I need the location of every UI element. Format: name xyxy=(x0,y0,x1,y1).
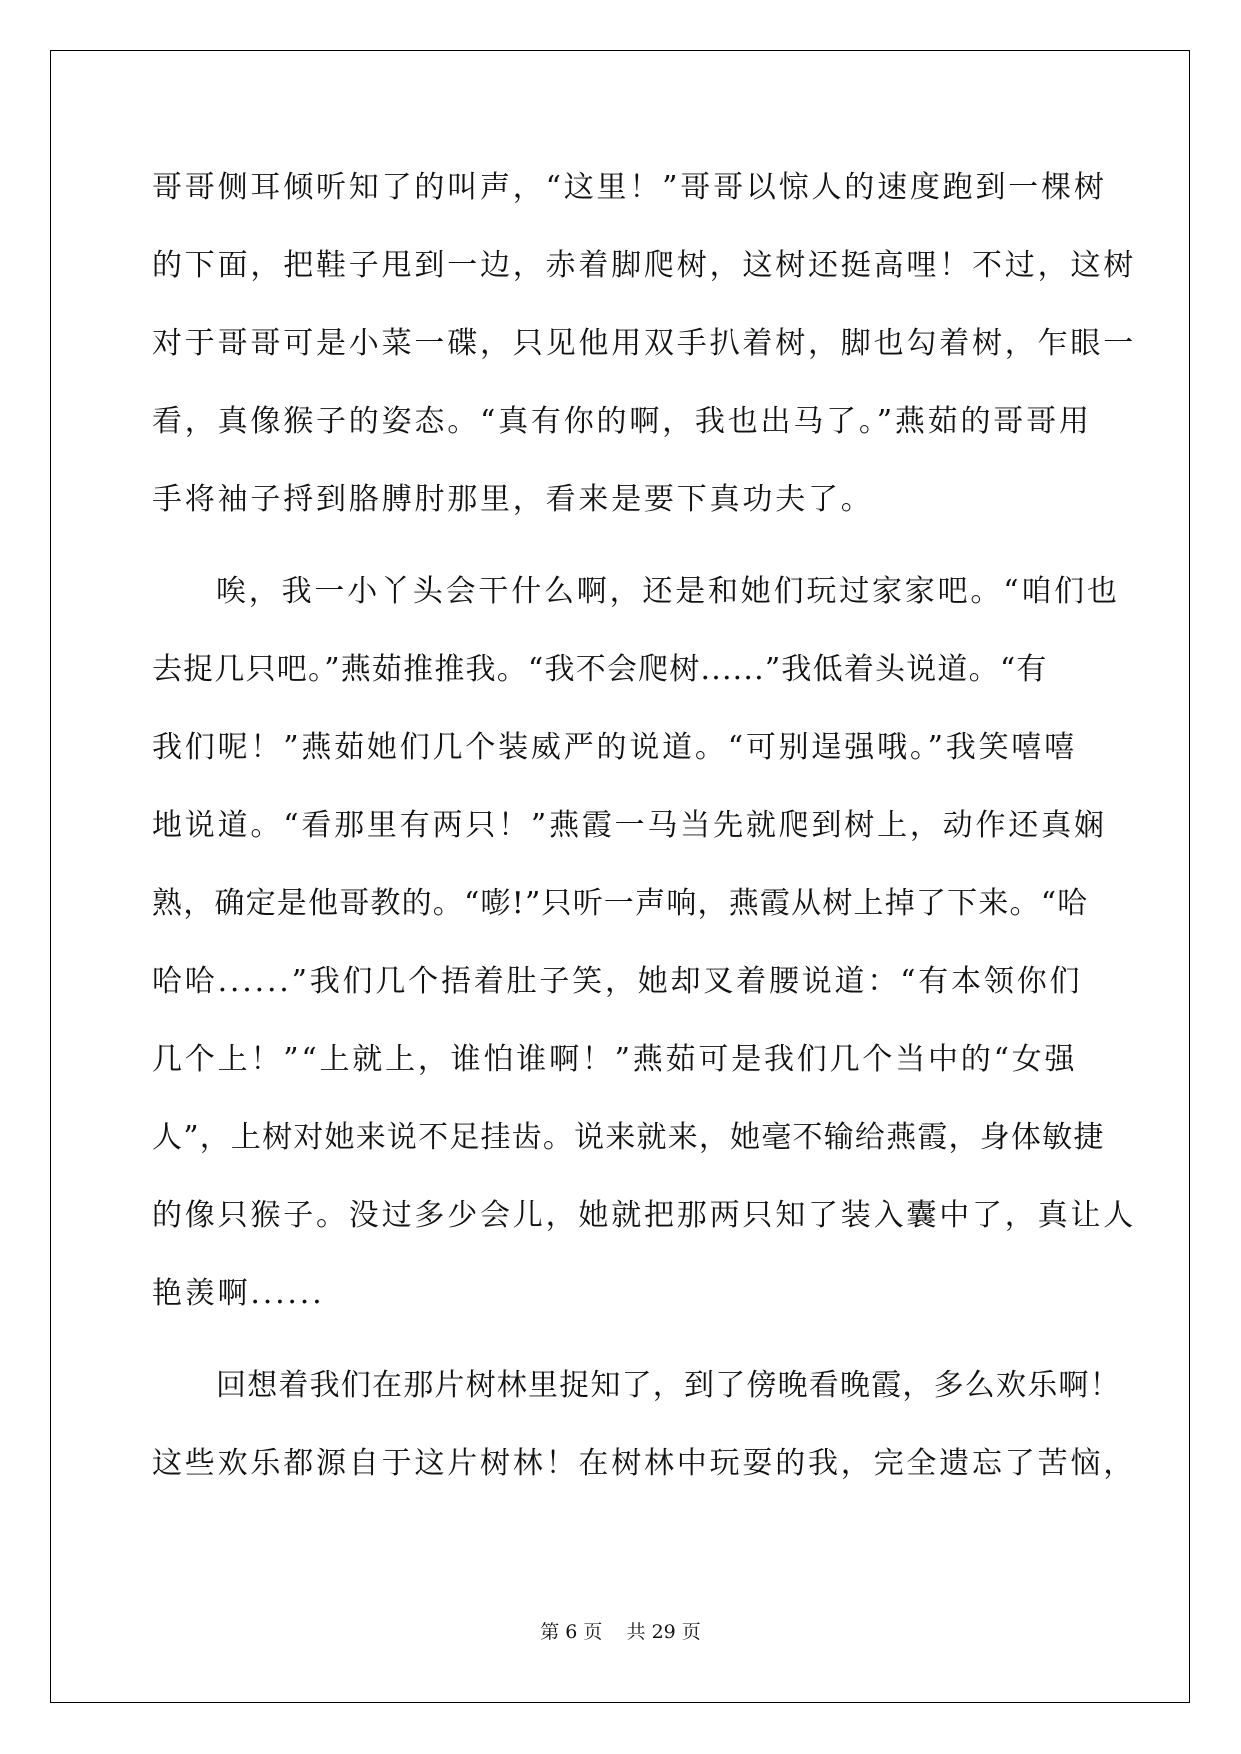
text-line: 哈哈......”我们几个捂着肚子笑，她却叉着腰说道：“有本领你们 xyxy=(152,964,1083,999)
text-line: 我们呢！”燕茹她们几个装威严的说道。“可别逞强哦。”我笑嘻嘻 xyxy=(152,730,1078,765)
text-line: 哥哥侧耳倾听知了的叫声，“这里！”哥哥以惊人的速度跑到一棵树 xyxy=(152,170,1107,205)
text-line: 这些欢乐都源自于这片树林！在树林中玩耍的我，完全遗忘了苦恼， xyxy=(152,1446,1136,1481)
text-line: 看，真像猴子的姿态。“真有你的啊，我也出马了。”燕茹的哥哥用 xyxy=(152,404,1092,439)
text-line: 的像只猴子。没过多少会儿，她就把那两只知了装入囊中了，真让人 xyxy=(152,1198,1136,1233)
text-line: 人”，上树对她来说不足挂齿。说来就来，她毫不输给燕霞，身体敏捷 xyxy=(152,1120,1105,1155)
text-line: 去捉几只吧。”燕茹推推我。“我不会爬树......”我低着头说道。“有 xyxy=(152,652,1048,687)
text-line: 熟，确定是他哥教的。“嘭!”只听一声响，燕霞从树上掉了下来。“哈 xyxy=(152,886,1089,921)
text-line: 几个上！”“上就上，谁怕谁啊！”燕茹可是我们几个当中的“女强 xyxy=(152,1042,1078,1077)
page-number-footer: 第 6 页 共 29 页 xyxy=(540,1621,701,1643)
document-body xyxy=(152,160,1136,1514)
text-line: 地说道。“看那里有两只！”燕霞一马当先就爬到树上，动作还真娴 xyxy=(152,808,1107,843)
text-line: 回想着我们在那片树林里捉知了，到了傍晚看晚霞，多么欢乐啊！ xyxy=(216,1368,1121,1403)
text-line: 手将袖子捋到胳膊肘那里，看来是要下真功夫了。 xyxy=(152,482,874,517)
text-line: 艳羡啊...... xyxy=(152,1276,325,1311)
text-line: 唉，我一小丫头会干什么啊，还是和她们玩过家家吧。“咱们也 xyxy=(216,574,1120,609)
text-line: 的下面，把鞋子甩到一边，赤着脚爬树，这树还挺高哩！不过，这树 xyxy=(152,248,1136,283)
text-line: 对于哥哥可是小菜一碟，只见他用双手扒着树，脚也勾着树，乍眼一 xyxy=(152,326,1136,361)
